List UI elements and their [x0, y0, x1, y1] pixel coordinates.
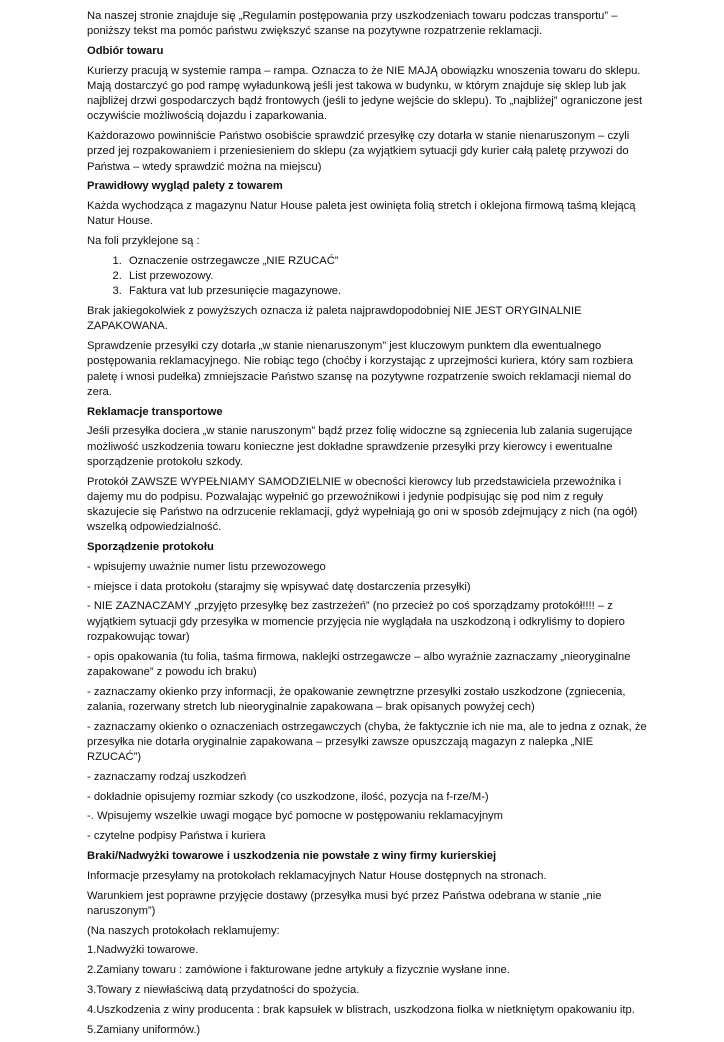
- numbered-line: 5.Zamiany uniformów.): [87, 1023, 201, 1036]
- paragraph: Każda wychodząca z magazynu Natur House paleta jest owinięta folią stretch i oklejona firmową taśmą klejącą Natur House.: [87, 200, 636, 228]
- dash-list-item: -. Wpisujemy wszelkie uwagi mogące być pomocne w postępowaniu reklamacyjnym: [87, 810, 503, 823]
- paragraph: Sprawdzenie przesyłki czy dotarła „w stanie nienaruszonym” jest kluczowym punktem dla ewentualnego postępowania reklamacyjnego. Nie robiąc tego (choćby i korzystając z uprzejmości kuriera, który sam rozbiera paletę i wnosi pudełka) zmniejszacie Państwo szansę na pozytywne rozpatrzenie swoich reklamacji niemal do zera.: [87, 340, 633, 398]
- list-item: 1. Oznaczenie ostrzegawcze „NIE RZUCAĆ”: [125, 254, 647, 269]
- numbered-line: 1.Nadwyżki towarowe.: [87, 944, 199, 957]
- paragraph: Informacje przesyłamy na protokołach reklamacyjnych Natur House dostępnych na stronach.: [87, 869, 547, 882]
- heading-braki: Braki/Nadwyżki towarowe i uszkodzenia nie powstałe z winy firmy kurierskiej: [87, 850, 497, 862]
- dash-list-item: - wpisujemy uważnie numer listu przewozowego: [87, 560, 326, 573]
- numbered-list: [87, 254, 647, 300]
- numbered-line: 2.Zamiany towaru : zamówione i fakturowane jedne artykuły a fizycznie wysłane inne.: [87, 964, 510, 977]
- heading-reklamacje: Reklamacje transportowe: [87, 405, 223, 418]
- heading-paleta: Prawidłowy wygląd palety z towarem: [87, 180, 283, 193]
- paragraph: (Na naszych protokołach reklamujemy:: [87, 924, 280, 937]
- heading-odbior: Odbiór towaru: [87, 45, 164, 57]
- intro-paragraph: Na naszej stronie znajduje się „Regulamin postępowania przy uszkodzeniach towaru podczas transportu” – poniższy tekst ma pomóc państwu zwiększyć szanse na pozytywne rozpatrzenie reklamacji.: [87, 10, 618, 38]
- dash-list-item: - NIE ZAZNACZAMY „przyjęto przesyłkę bez zastrzeżeń” (no przecież po coś sporządzamy protokół!!!! – z wyjątkiem sytuacji gdy przesyłka w momencie przyjęcia nie wyglądała na uszkodzoną i odkryliśmy to dopiero rozpakowując towar): [87, 600, 625, 643]
- dash-list-item: - miejsce i data protokołu (starajmy się wpisywać datę dostarczenia przesyłki): [87, 580, 471, 593]
- list-item: 3. Faktura vat lub przesunięcie magazynowe.: [125, 284, 647, 299]
- paragraph: Każdorazowo powinniście Państwo osobiście sprawdzić przesyłkę czy dotarła w stanie nienaruszonym – czyli przed jej rozpakowaniem i przeniesieniem do sklepu (za wyjątkiem sytuacji gdy kurier całą paletę przywozi do Państwa – wtedy sprawdzić można na miejscu): [87, 130, 630, 173]
- paragraph: Na foli przyklejone są :: [87, 235, 200, 248]
- numbered-line: 3.Towary z niewłaściwą datą przydatności do spożycia.: [87, 983, 360, 996]
- dash-list-item: - czytelne podpisy Państwa i kuriera: [87, 830, 266, 843]
- dash-list-item: - dokładnie opisujemy rozmiar szkody (co uszkodzone, ilość, pozycja na f-rze/M-): [87, 790, 489, 803]
- list-item: 2. List przewozowy.: [125, 269, 647, 284]
- dash-list-item: - opis opakowania (tu folia, taśma firmowa, naklejki ostrzegawcze – albo wyraźnie zaznaczamy „nieoryginalne zapakowane” z powodu ich braku): [87, 650, 631, 678]
- paragraph: Brak jakiegokolwiek z powyższych oznacza iż paleta najprawdopodobniej NIE JEST ORYGINALNIE ZAPAKOWANA.: [87, 305, 582, 333]
- paragraph: Kurierzy pracują w systemie rampa – rampa. Oznacza to że NIE MAJĄ obowiązku wnoszenia towaru do sklepu. Mają dostarczyć go pod rampę wyładunkową jeśli jest takowa w budynku, w którym znajduje się sklep lub jak najbliżej drzwi gospodarczych bądź frontowych (jeśli to jedyne wejście do sklepu). To „najbliżej” ograniczone jest oczywiście możliwością dojazdu i zaparkowania.: [87, 64, 643, 123]
- dash-list-item: - zaznaczamy okienko o oznaczeniach ostrzegawczych (chyba, że faktycznie ich nie ma, ale to jedna z oznak, że przesyłka nie dotarła oryginalnie zapakowana – przesyłki zawsze opuszczają magazyn z nalepka „NIE RZUCAĆ”): [87, 720, 647, 764]
- document-page: [87, 9, 647, 1042]
- paragraph: Jeśli przesyłka dociera „w stanie naruszonym” bądź przez folię widoczne są zgniecenia lub zalania sugerujące możliwość uszkodzenia towaru konieczne jest dokładne sprawdzenie przesyłki przy kierowcy i ewentualne sporządzenie protokołu szkody.: [87, 425, 633, 468]
- dash-list-item: - zaznaczamy okienko przy informacji, że opakowanie zewnętrzne przesyłki zostało uszkodzone (zgniecenia, zalania, rozerwany stretch lub nieoryginalnie zapakowana – brak opisanych powyżej cech): [87, 685, 626, 713]
- paragraph: Warunkiem jest poprawne przyjęcie dostawy (przesyłka musi być przez Państwa odebrana w stanie „nie naruszonym”): [87, 889, 602, 917]
- paragraph: Protokół ZAWSZE WYPEŁNIAMY SAMODZIELNIE w obecności kierowcy lub przedstawiciela przewoźnika i dajemy mu do podpisu. Pozwalając wypełnić go przewoźnikowi i jedynie podpisując się pod nim z reguły skazujecie się Państwo na odrzucenie reklamacji, gdyż wypełniają go oni w sposób zdejmujący z nich (na ogół) wszelką odpowiedzialność.: [87, 475, 638, 534]
- dash-list-item: - zaznaczamy rodzaj uszkodzeń: [87, 770, 247, 783]
- numbered-line: 4.Uszkodzenia z winy producenta : brak kapsułek w blistrach, uszkodzona fiolka w nietkniętym opakowaniu itp.: [87, 1003, 635, 1016]
- heading-protokol: Sporządzenie protokołu: [87, 541, 214, 554]
